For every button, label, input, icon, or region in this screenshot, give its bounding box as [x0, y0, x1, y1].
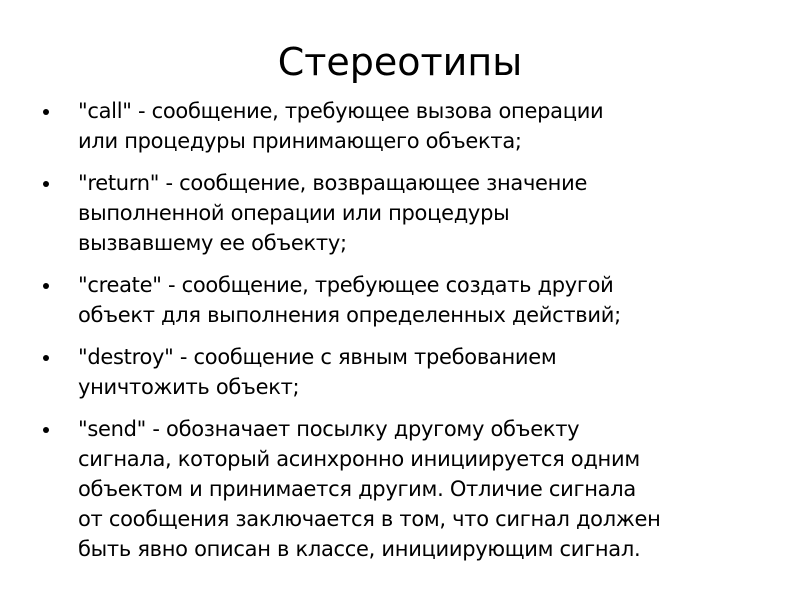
- bullet-line: "send" - обозначает посылку другому объекту: [78, 417, 580, 441]
- bullet-line: или процедуры принимающего объекта;: [78, 129, 522, 153]
- bullet-item-create: [0, 270, 800, 330]
- bullet-line: "call" - сообщение, требующее вызова операции: [78, 99, 604, 123]
- bullet-item-call: [0, 96, 800, 156]
- bullet-dot-icon: [43, 181, 49, 187]
- bullet-line: "return" - сообщение, возвращающее значение: [78, 171, 588, 195]
- bullet-line: объект для выполнения определенных действий;: [78, 303, 621, 327]
- bullet-dot-icon: [43, 109, 49, 115]
- bullet-line: объектом и принимается другим. Отличие сигнала: [78, 477, 636, 501]
- bullet-line: вызвавшему ее объекту;: [78, 231, 347, 255]
- bullet-dot-icon: [43, 283, 49, 289]
- bullet-dot-icon: [43, 355, 49, 361]
- bullet-line: уничтожить объект;: [78, 375, 300, 399]
- bullet-item-return: [0, 168, 800, 258]
- bullet-dot-icon: [43, 427, 49, 433]
- slide-title: Стереотипы: [277, 40, 523, 84]
- bullet-line: сигнала, который асинхронно инициируется одним: [78, 447, 640, 471]
- bullet-line: выполненной операции или процедуры: [78, 201, 510, 225]
- bullet-line: "create" - сообщение, требующее создать другой: [78, 273, 614, 297]
- bullet-list: [0, 96, 800, 576]
- bullet-line: быть явно описан в классе, инициирующим сигнал.: [78, 537, 641, 561]
- bullet-line: "destroy" - сообщение с явным требованием: [78, 345, 557, 369]
- bullet-line: от сообщения заключается в том, что сигнал должен: [78, 507, 661, 531]
- bullet-item-send: [0, 414, 800, 564]
- bullet-item-destroy: [0, 342, 800, 402]
